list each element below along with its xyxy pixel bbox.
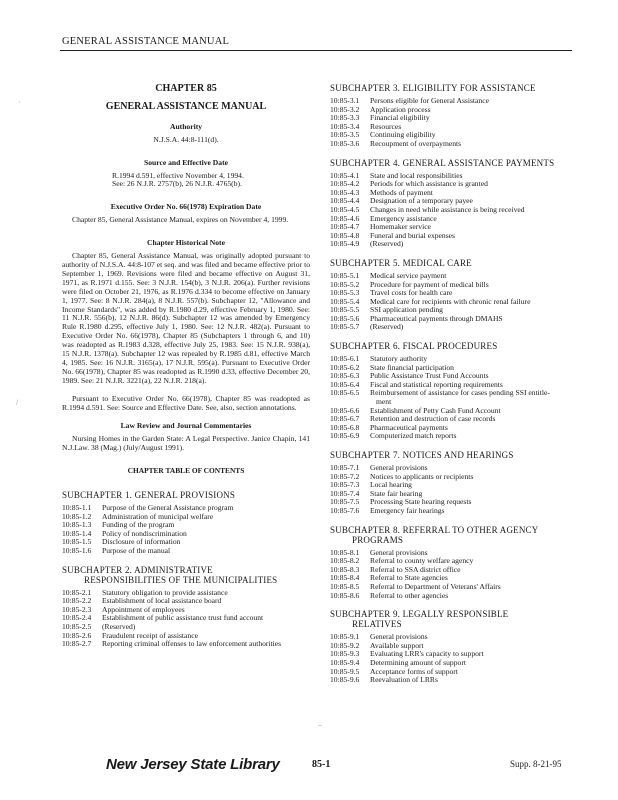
eo-text: Chapter 85, General Assistance Manual, expires on November 4, 1999.	[72, 215, 289, 225]
scan-mark: ·	[18, 98, 21, 107]
subchapter-2-title: SUBCHAPTER 2. ADMINISTRATIVE	[62, 564, 213, 575]
section-number: 10:85-9.5	[330, 666, 360, 676]
toc-section-row	[330, 592, 574, 601]
subchapter-3-heading: SUBCHAPTER 3. ELIGIBILITY FOR ASSISTANCE	[330, 83, 536, 93]
section-number: 10:85-7.5	[330, 497, 360, 507]
section-title-text: Resources	[370, 121, 402, 131]
section-number: 10:85-2.5	[62, 622, 92, 632]
section-number: 10:85-9.4	[330, 657, 360, 667]
subchapter-5-sections	[330, 272, 574, 332]
history-paragraph-2: Pursuant to Executive Order No. 66(1978), Chapter 85 was readopted as R.1994 d.591. See: Source and Effective Date. See, also, section annotations.	[62, 393, 310, 412]
section-number: 10:85-3.3	[330, 113, 360, 123]
section-title-text: Travel costs for health care	[370, 288, 453, 298]
section-number: 10:85-5.3	[330, 288, 360, 298]
section-number: 10:85-1.4	[62, 528, 92, 538]
section-number: 10:85-3.1	[330, 96, 360, 105]
history-heading: Chapter Historical Note	[147, 238, 225, 248]
section-number: 10:85-8.6	[330, 590, 360, 600]
toc-section-row	[330, 473, 574, 482]
section-number: 10:85-3.2	[330, 104, 360, 114]
scan-mark: –	[318, 720, 322, 729]
section-title-text: Establishment of public assistance trust fund account	[102, 613, 264, 623]
subchapter-3-sections	[330, 97, 574, 149]
section-number: 10:85-8.5	[330, 581, 360, 591]
authority-heading: Authority	[169, 121, 203, 131]
toc-section-row	[330, 389, 574, 406]
section-number: 10:85-4.9	[330, 239, 360, 249]
section-title-text: Persons eligible for General Assistance	[370, 96, 489, 105]
toc-section-row	[330, 498, 574, 507]
law-review-block	[62, 422, 310, 453]
section-number: 10:85-6.8	[330, 422, 360, 432]
section-number: 10:85-1.2	[62, 511, 92, 521]
toc-section-row	[330, 583, 574, 592]
running-header: GENERAL ASSISTANCE MANUAL	[62, 36, 230, 47]
toc-section-row	[330, 97, 574, 106]
toc-section-row	[330, 415, 574, 424]
section-title-text: Recoupment of overpayments	[370, 138, 462, 148]
section-number: 10:85-2.4	[62, 613, 92, 623]
section-title-text: Financial eligibility	[370, 113, 430, 123]
section-title-text: Establishment of Petty Cash Fund Account	[370, 405, 501, 415]
section-number: 10:85-4.3	[330, 187, 360, 197]
subchapter-8-title-cont: PROGRAMS	[352, 534, 404, 545]
section-title-text: Medical care for recipients with chronic renal failure	[370, 296, 531, 306]
toc-section-row	[62, 614, 310, 623]
source-line-1: R.1994 d.591, effective November 4, 1994.	[112, 170, 244, 180]
section-number: 10:85-2.6	[62, 630, 92, 640]
toc-section-row	[330, 676, 574, 685]
section-number: 10:85-5.2	[330, 279, 360, 289]
section-number: 10:85-4.7	[330, 222, 360, 232]
section-title-text: Periods for which assistance is granted	[370, 179, 488, 189]
section-number: 10:85-6.1	[330, 354, 360, 364]
subchapter-2-title-cont: RESPONSIBILITIES OF THE MUNICIPALITIES	[84, 574, 278, 585]
toc-section-row	[62, 640, 310, 649]
section-number: 10:85-8.2	[330, 556, 360, 566]
subchapter-5-heading: SUBCHAPTER 5. MEDICAL CARE	[330, 257, 472, 268]
section-title-text: Referral to other agencies	[370, 590, 449, 600]
right-column	[330, 83, 574, 694]
section-number: 10:85-2.3	[62, 604, 92, 614]
section-title-text: State and local responsibilities	[370, 170, 463, 180]
toc-section-row	[330, 180, 574, 189]
section-title	[370, 592, 574, 601]
section-title-text: Appointment of employees	[102, 604, 185, 614]
toc-section-row	[330, 206, 574, 215]
section-title-text: Purpose of the manual	[102, 546, 171, 556]
section-title-text: (Reserved)	[102, 622, 136, 632]
section-title-text: General provisions	[370, 463, 428, 472]
toc-section-row	[330, 140, 574, 149]
section-title-text: General provisions	[370, 632, 428, 642]
section-title-text: Designation of a temporary payee	[370, 196, 473, 206]
section-number: 10:85-3.6	[330, 138, 360, 148]
section-title	[370, 676, 574, 685]
section-title-text: Retention and destruction of case records	[370, 414, 496, 424]
section-title-text: Reevaluation of LRRs	[370, 675, 438, 685]
section-title-text: Emergency fair hearings	[370, 505, 445, 515]
section-title-text: Evaluating LRR's capacity to support	[370, 649, 484, 659]
toc-section-row	[62, 597, 310, 606]
subchapter-4-sections	[330, 172, 574, 249]
toc-heading: CHAPTER TABLE OF CONTENTS	[127, 466, 245, 476]
section-title	[370, 140, 574, 149]
section-number: 10:85-5.4	[330, 296, 360, 306]
footer-library-stamp: New Jersey State Library	[106, 756, 280, 773]
section-title-text: Funding of the program	[102, 520, 175, 530]
section-number: 10:85-6.7	[330, 414, 360, 424]
section-title	[370, 432, 574, 441]
section-title-text: Pharmaceutical payments through DMAHS	[370, 313, 503, 323]
section-title	[102, 547, 310, 556]
toc-section-row	[330, 232, 574, 241]
section-title-text: Pharmaceutical payments	[370, 422, 448, 432]
section-title-text: Policy of nondiscrimination	[102, 528, 187, 538]
section-title-text: (Reserved)	[370, 322, 404, 332]
section-title-text: Statutory obligation to provide assistance	[102, 587, 228, 597]
section-title-text: Application process	[370, 104, 431, 114]
section-title-text: (Reserved)	[370, 239, 404, 249]
section-title-text: Acceptance forms of support	[370, 666, 458, 676]
history-paragraph-1: Chapter 85, General Assistance Manual, was originally adopted pursuant to authority of N.J.S.A. 44:8-107 et seq. and was filed and became effective prior to September 1, 1969. Revisions were filed and became effective on August 31, 1971, as R.1971 d.155. See: 3 N.J.R. 154(b), 3 N.J.R. 206(a). Further revisions were filed on October 21, 1976, as R.1976 d.334 to become effective on January 1, 1977. See: 8 N.J.R. 284(a), 8 N.J.R. 557(b). Subchapter 12, "Allowance and Income Standards", was added by R.1980 d.29, effective February 1, 1980. See: 11 N.J.R. 556(b), 12 N.J.R. 86(d). Subchapter 12 was amended by Emergency Rule R.1980 d.295, effective July 1, 1980. See: 12 N.J.R. 482(a). Pursuant to Executive Order No. 66(1978), Chapter 85 (Subchapters 1 through 6, and 10) was readopted as R.1983 d.328, effective July 25, 1983. See: 15 N.J.R. 938(a), 15 N.J.R. 1378(a). Subchapter 12 was repealed by R.1985 d.81, effective March 4, 1985. See: 16 N.J.R. 3165(a), 17 N.J.R. 595(a). Pursuant to Executive Order No. 66(1978), Chapter 85 was readopted as R.1990 d.33, effective December 20, 1989. See: 21 N.J.R. 3221(a), 22 N.J.R. 218(a).	[62, 251, 310, 385]
section-title-text: Statutory authority	[370, 354, 428, 364]
section-title-text: Fraudulent receipt of assistance	[102, 630, 198, 640]
chapter-number: CHAPTER 85	[155, 83, 217, 94]
section-number: 10:85-9.3	[330, 649, 360, 659]
section-title-text: Notices to applicants or recipients	[370, 471, 474, 481]
section-number: 10:85-7.6	[330, 505, 360, 515]
section-number: 10:85-1.3	[62, 520, 92, 530]
section-number: 10:85-7.1	[330, 463, 360, 472]
section-title-text: Determining amount of support	[370, 657, 466, 667]
section-number: 10:85-7.4	[330, 488, 360, 498]
section-title-text: Disclosure of information	[102, 537, 181, 547]
toc-section-row	[330, 315, 574, 324]
section-number: 10:85-8.4	[330, 573, 360, 583]
section-title	[370, 323, 574, 332]
toc-section-row	[330, 215, 574, 224]
subchapter-6-sections	[330, 355, 574, 441]
section-title-text: Administration of municipal welfare	[102, 511, 214, 521]
header-rule	[60, 50, 572, 51]
scan-mark: /	[16, 398, 19, 407]
toc-section-row	[62, 530, 310, 539]
subchapter-2-sections	[62, 589, 310, 649]
law-review-text: Nursing Homes in the Garden State: A Legal Perspective. Janice Chapin, 141 N.J.Law. 38 (Mag.) (July/August 1991).	[62, 434, 310, 453]
subchapter-8-sections	[330, 549, 574, 601]
section-number: 10:85-7.3	[330, 480, 360, 490]
subchapter-2-heading	[62, 565, 310, 585]
section-number: 10:85-4.6	[330, 213, 360, 223]
left-column	[62, 83, 310, 658]
authority-block	[62, 123, 310, 145]
subchapter-7-sections	[330, 464, 574, 516]
section-title-text: Referral to State agencies	[370, 573, 448, 583]
toc-section-row	[330, 114, 574, 123]
section-number: 10:85-3.5	[330, 130, 360, 140]
section-title-text: Establishment of local assistance board	[102, 596, 222, 606]
toc-section-row	[330, 240, 574, 249]
section-number: 10:85-6.9	[330, 431, 360, 441]
section-title-text: Homemaker service	[370, 222, 431, 232]
section-number: 10:85-4.8	[330, 230, 360, 240]
section-number: 10:85-7.2	[330, 471, 360, 481]
subchapter-1-sections	[62, 504, 310, 556]
section-title-text: Local hearing	[370, 480, 412, 490]
section-title	[370, 389, 574, 406]
section-title-text: Referral to SSA district office	[370, 564, 461, 574]
section-title-text: SSI application pending	[370, 305, 443, 315]
section-number: 10:85-6.6	[330, 405, 360, 415]
section-title-text: Computerized match reports	[370, 431, 457, 441]
section-title-text: Processing State hearing requests	[370, 497, 472, 507]
section-title-text: Methods of payment	[370, 187, 433, 197]
subchapter-9-heading	[330, 609, 574, 629]
toc-section-row	[330, 106, 574, 115]
section-title-text: Funeral and burial expenses	[370, 230, 455, 240]
section-title	[370, 240, 574, 249]
toc-section-row	[62, 513, 310, 522]
section-number: 10:85-6.2	[330, 362, 360, 372]
section-number: 10:85-8.1	[330, 547, 360, 557]
toc-section-row	[330, 633, 574, 642]
toc-section-row	[330, 507, 574, 516]
section-number: 10:85-2.7	[62, 639, 92, 649]
authority-text: N.J.S.A. 44:8-111(d).	[153, 134, 219, 144]
section-title-text: Reporting criminal offenses to law enforcement authorities	[102, 639, 282, 649]
section-number: 10:85-4.5	[330, 204, 360, 214]
section-title-text: Referral to county welfare agency	[370, 556, 474, 566]
section-number: 10:85-1.6	[62, 546, 92, 556]
section-title-text: General provisions	[370, 547, 428, 557]
section-number: 10:85-6.5	[330, 388, 360, 398]
section-number: 10:85-1.5	[62, 537, 92, 547]
source-line-2: See: 26 N.J.R. 2757(b), 26 N.J.R. 4765(b).	[112, 179, 242, 189]
section-title-wrap: ment	[376, 397, 392, 407]
section-number: 10:85-4.2	[330, 179, 360, 189]
section-number: 10:85-4.4	[330, 196, 360, 206]
section-title-text: Fiscal and statistical reporting requirements	[370, 379, 503, 389]
section-title-text: Procedure for payment of medical bills	[370, 279, 489, 289]
section-title-text: Changes in need while assistance is being received	[370, 204, 525, 214]
section-number: 10:85-3.4	[330, 121, 360, 131]
law-review-heading: Law Review and Journal Commentaries	[120, 421, 252, 431]
toc-section-row	[330, 566, 574, 575]
toc-section-row	[62, 538, 310, 547]
section-title-text: Purpose of the General Assistance program	[102, 503, 234, 513]
toc-section-row	[330, 432, 574, 441]
section-title-text: State fair hearing	[370, 488, 423, 498]
section-title-text: Available support	[370, 640, 424, 650]
toc-section-row	[330, 323, 574, 332]
section-number: 10:85-2.2	[62, 596, 92, 606]
subchapter-8-title: SUBCHAPTER 8. REFERRAL TO OTHER AGENCY	[330, 524, 539, 535]
subchapter-4-heading: SUBCHAPTER 4. GENERAL ASSISTANCE PAYMENTS	[330, 157, 555, 168]
eo-block	[62, 203, 310, 225]
section-number: 10:85-6.4	[330, 379, 360, 389]
eo-heading: Executive Order No. 66(1978) Expiration Date	[110, 202, 262, 212]
toc-section-row	[330, 668, 574, 677]
section-number: 10:85-2.1	[62, 587, 92, 597]
source-block	[62, 159, 310, 190]
toc-section-row	[330, 481, 574, 490]
section-number: 10:85-5.5	[330, 305, 360, 315]
subchapter-9-title-cont: RELATIVES	[352, 619, 402, 630]
section-title	[102, 640, 310, 649]
section-title-text: State financial participation	[370, 362, 454, 372]
section-number: 10:85-5.1	[330, 270, 360, 280]
section-title-text: Continuing eligibility	[370, 130, 436, 140]
subchapter-6-heading: SUBCHAPTER 6. FISCAL PROCEDURES	[330, 341, 498, 352]
history-block	[62, 239, 310, 412]
section-title-text: Referral to Department of Veterans' Affairs	[370, 581, 501, 591]
toc-section-row	[330, 298, 574, 307]
section-number: 10:85-6.3	[330, 371, 360, 381]
section-number: 10:85-4.1	[330, 170, 360, 180]
toc-section-row	[330, 123, 574, 132]
toc-section-row	[62, 547, 310, 556]
section-number: 10:85-9.1	[330, 632, 360, 642]
chapter-title: GENERAL ASSISTANCE MANUAL	[105, 100, 267, 112]
subchapter-9-sections	[330, 633, 574, 685]
section-title-text: Medical service payment	[370, 270, 447, 280]
subchapter-7-heading: SUBCHAPTER 7. NOTICES AND HEARINGS	[330, 450, 514, 460]
section-number: 10:85-5.7	[330, 322, 360, 332]
section-title-text: Reimbursement of assistance for cases pending SSI entitle-	[370, 388, 550, 398]
section-number: 10:85-9.6	[330, 675, 360, 685]
footer-page-number: 85-1	[312, 759, 331, 770]
section-title	[370, 507, 574, 516]
section-title-text: Public Assistance Trust Fund Accounts	[370, 371, 489, 381]
subchapter-8-heading	[330, 525, 574, 545]
section-title-text: Emergency assistance	[370, 213, 437, 223]
subchapter-9-title: SUBCHAPTER 9. LEGALLY RESPONSIBLE	[330, 609, 509, 620]
section-number: 10:85-1.1	[62, 503, 92, 513]
footer-supplement-date: Supp. 8-21-95	[510, 759, 562, 769]
source-heading: Source and Effective Date	[143, 157, 228, 167]
section-number: 10:85-9.2	[330, 640, 360, 650]
section-number: 10:85-8.3	[330, 564, 360, 574]
subchapter-1-heading: SUBCHAPTER 1. GENERAL PROVISIONS	[62, 490, 236, 501]
section-number: 10:85-5.6	[330, 313, 360, 323]
